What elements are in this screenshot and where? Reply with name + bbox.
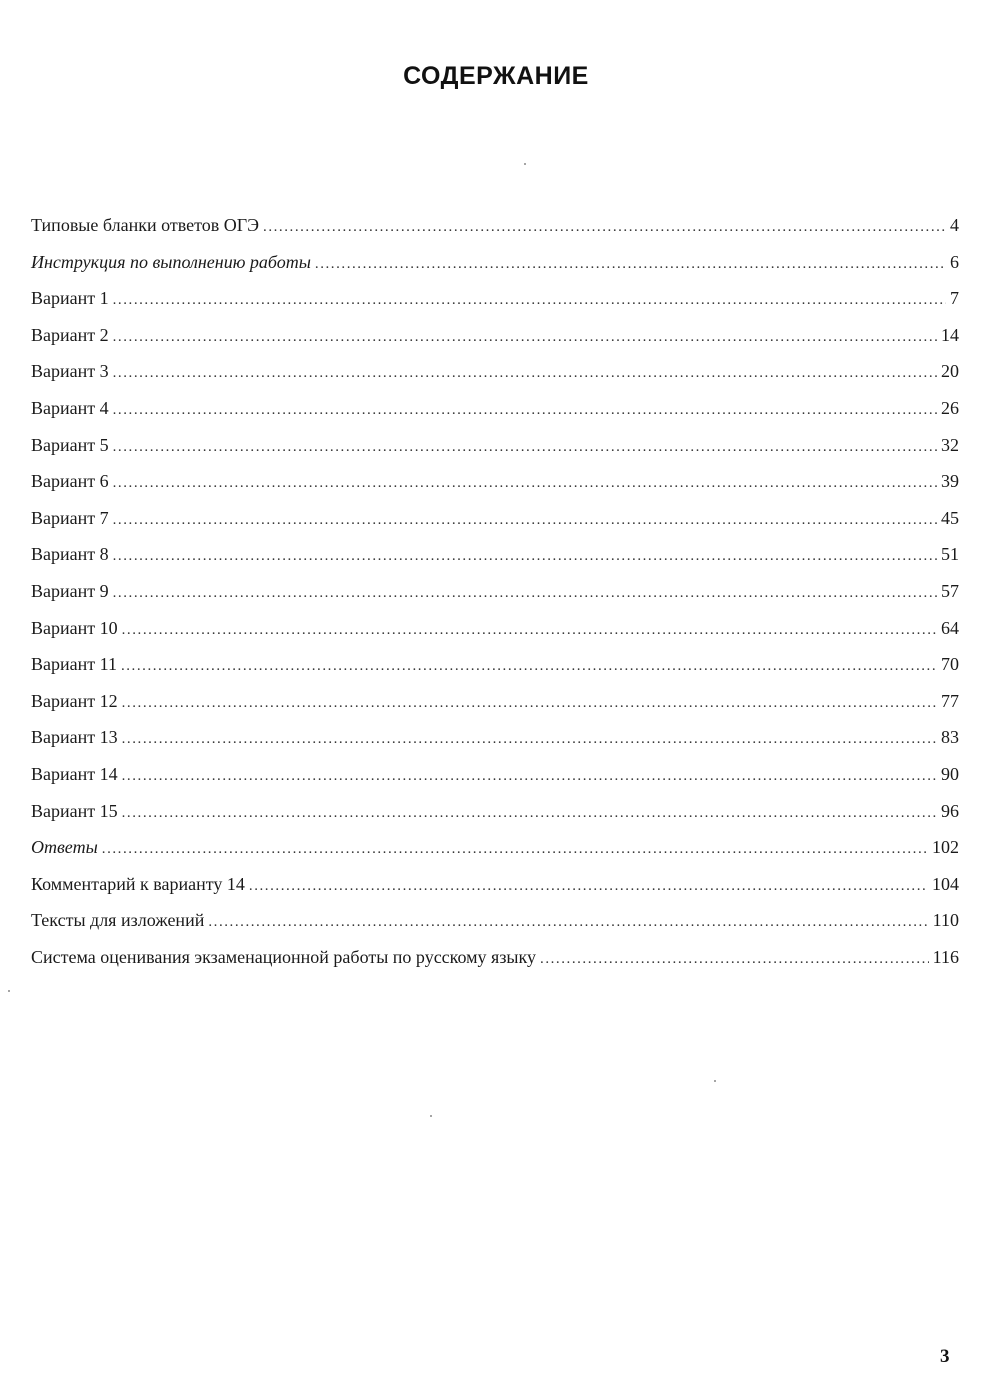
toc-label: Типовые бланки ответов ОГЭ — [31, 215, 260, 235]
toc-page: 90 — [941, 763, 959, 784]
table-of-contents — [31, 207, 959, 975]
toc-label: Вариант 3 — [31, 361, 109, 382]
toc-row — [31, 902, 959, 939]
toc-label: Вариант 15 — [31, 800, 118, 821]
scan-speck — [524, 163, 526, 165]
toc-leader — [113, 502, 937, 539]
toc-label: Инструкция по выполнению работы — [31, 251, 311, 272]
toc-leader — [113, 429, 937, 466]
toc-row — [31, 719, 959, 756]
page-number: 3 — [940, 1346, 950, 1367]
toc-page: 83 — [941, 727, 959, 748]
toc-page: 110 — [932, 910, 959, 931]
toc-page: 57 — [941, 580, 959, 601]
toc-leader — [249, 868, 928, 905]
toc-label: Вариант 10 — [31, 617, 118, 638]
toc-leader — [113, 319, 937, 356]
toc-row — [31, 536, 959, 573]
toc-label: Вариант 7 — [31, 507, 109, 528]
toc-row — [31, 317, 959, 354]
toc-leader — [113, 465, 937, 502]
toc-label: Вариант 5 — [31, 434, 109, 455]
page-title: СОДЕРЖАНИЕ — [403, 62, 589, 90]
toc-label: Вариант 13 — [31, 727, 118, 748]
toc-leader — [113, 392, 937, 429]
toc-leader — [208, 904, 928, 941]
toc-label: Вариант 6 — [31, 471, 109, 492]
toc-row — [31, 353, 959, 390]
toc-leader — [122, 795, 937, 832]
toc-row — [31, 244, 959, 281]
toc-leader — [113, 575, 937, 612]
toc-page: 26 — [941, 397, 959, 418]
toc-label: Вариант 2 — [31, 324, 109, 345]
toc-label: Система оценивания экзаменационной работы по русскому языку — [31, 946, 537, 967]
toc-page: 64 — [941, 617, 959, 638]
toc-page: 102 — [932, 837, 959, 858]
toc-label: Ответы — [31, 837, 98, 858]
toc-label: Вариант 11 — [31, 654, 117, 675]
toc-page: 70 — [941, 654, 959, 675]
toc-leader — [315, 246, 946, 283]
toc-page: 4 — [950, 215, 959, 235]
toc-leader — [122, 685, 937, 722]
toc-row — [31, 939, 959, 976]
scan-speck — [430, 1115, 432, 1117]
toc-page: 116 — [932, 946, 959, 967]
toc-row — [31, 390, 959, 427]
toc-label: Вариант 12 — [31, 690, 118, 711]
toc-leader — [263, 209, 946, 246]
toc-row — [31, 756, 959, 793]
toc-page: 14 — [941, 324, 959, 345]
toc-row — [31, 866, 959, 903]
toc-leader — [113, 538, 937, 575]
scan-speck — [8, 990, 10, 992]
toc-page: 20 — [941, 361, 959, 382]
toc-row — [31, 427, 959, 464]
toc-row — [31, 646, 959, 683]
toc-label: Вариант 8 — [31, 544, 109, 565]
toc-leader — [122, 612, 937, 649]
toc-leader — [102, 831, 928, 868]
toc-page: 96 — [941, 800, 959, 821]
toc-row — [31, 207, 959, 244]
toc-row — [31, 793, 959, 830]
toc-page: 7 — [950, 288, 959, 309]
toc-row — [31, 610, 959, 647]
toc-leader — [113, 355, 937, 392]
toc-leader — [121, 648, 937, 685]
toc-leader — [122, 721, 937, 758]
scan-speck — [714, 1080, 716, 1082]
toc-leader — [113, 282, 946, 319]
toc-leader — [122, 758, 937, 795]
toc-row — [31, 500, 959, 537]
toc-row — [31, 683, 959, 720]
toc-label: Вариант 9 — [31, 580, 109, 601]
toc-row — [31, 280, 959, 317]
toc-page: 104 — [932, 873, 959, 894]
toc-label: Вариант 4 — [31, 397, 109, 418]
scan-speck — [509, 888, 511, 890]
toc-row — [31, 573, 959, 610]
toc-label: Комментарий к варианту 14 — [31, 873, 245, 894]
toc-label: Вариант 14 — [31, 763, 118, 784]
toc-row — [31, 463, 959, 500]
toc-page: 45 — [941, 507, 959, 528]
toc-page: 39 — [941, 471, 959, 492]
toc-leader — [540, 941, 929, 978]
toc-page: 6 — [950, 251, 959, 272]
toc-page: 51 — [941, 544, 959, 565]
toc-label: Тексты для изложений — [31, 910, 205, 931]
toc-page: 77 — [941, 690, 959, 711]
toc-label: Вариант 1 — [31, 288, 109, 309]
toc-page: 32 — [941, 434, 959, 455]
toc-row — [31, 829, 959, 866]
